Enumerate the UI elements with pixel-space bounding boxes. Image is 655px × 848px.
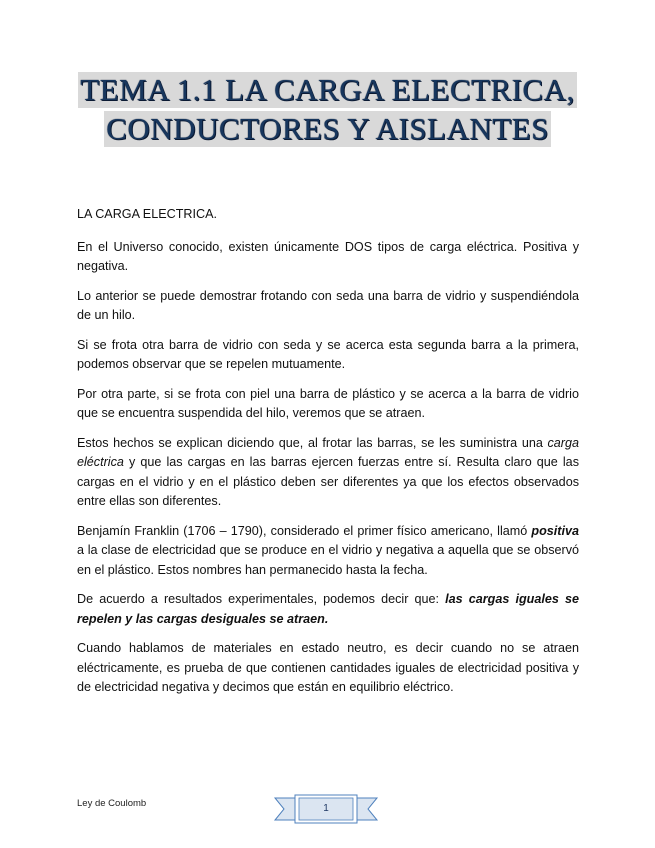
section-heading: LA CARGA ELECTRICA. (77, 207, 217, 221)
footer-document-name: Ley de Coulomb (77, 798, 147, 809)
paragraph-6-text-a: Benjamín Franklin (1706 – 1790), considerado el primer físico americano, llamó (77, 523, 532, 538)
document-body (77, 205, 579, 708)
paragraph-8: Cuando hablamos de materiales en estado neutro, es decir cuando no se atraen eléctricamente, es prueba de que contienen cantidades iguales de electricidad positiva y de electricidad negativa y decimos que están en equilibrio eléctrico. (77, 641, 579, 694)
paragraph-2: Lo anterior se puede demostrar frotando con seda una barra de vidrio y suspendiéndola de un hilo. (77, 288, 579, 322)
paragraph-6-text-b: a la clase de electricidad que se produce en el vidrio y negativa a aquella que se observó en el plástico. Estos nombres han permanecido hasta la fecha. (77, 543, 579, 577)
document-title (0, 72, 655, 150)
paragraph-1: En el Universo conocido, existen únicamente DOS tipos de carga eléctrica. Positiva y negativa. (77, 239, 579, 273)
paragraph-5-text-a: Estos hechos se explican diciendo que, al frotar las barras, se les suministra una (77, 435, 548, 450)
paragraph-3: Si se frota otra barra de vidrio con seda y se acerca esta segunda barra a la primera, podemos observar que se repelen mutuamente. (77, 337, 579, 371)
emphasis-law-of-charges: las cargas iguales se repelen y las cargas desiguales se atraen. (77, 592, 579, 626)
title-line-2: CONDUCTORES Y AISLANTES (106, 111, 549, 146)
paragraph-5 (77, 434, 579, 512)
paragraph-6 (77, 522, 579, 581)
paragraph-7-text-a: De acuerdo a resultados experimentales, podemos decir que: (77, 592, 446, 606)
title-line-1: TEMA 1.1 LA CARGA ELECTRICA, (80, 72, 575, 107)
emphasis-carga-electrica: carga eléctrica (77, 435, 579, 469)
page-number: 1 (323, 803, 329, 814)
emphasis-positiva: positiva (531, 523, 579, 538)
page-number-badge (273, 794, 379, 826)
paragraph-5-text-b: y que las cargas en las barras ejercen fuerzas entre sí. Resulta claro que las cargas en el vidrio y en el plástico deben ser diferentes ya que los efectos observados entre ellas son diferentes. (77, 455, 579, 508)
paragraph-7 (77, 590, 579, 629)
paragraph-4: Por otra parte, si se frota con piel una barra de plástico y se acerca a la barra de vidrio que se encuentra suspendida del hilo, veremos que se atraen. (77, 386, 579, 420)
